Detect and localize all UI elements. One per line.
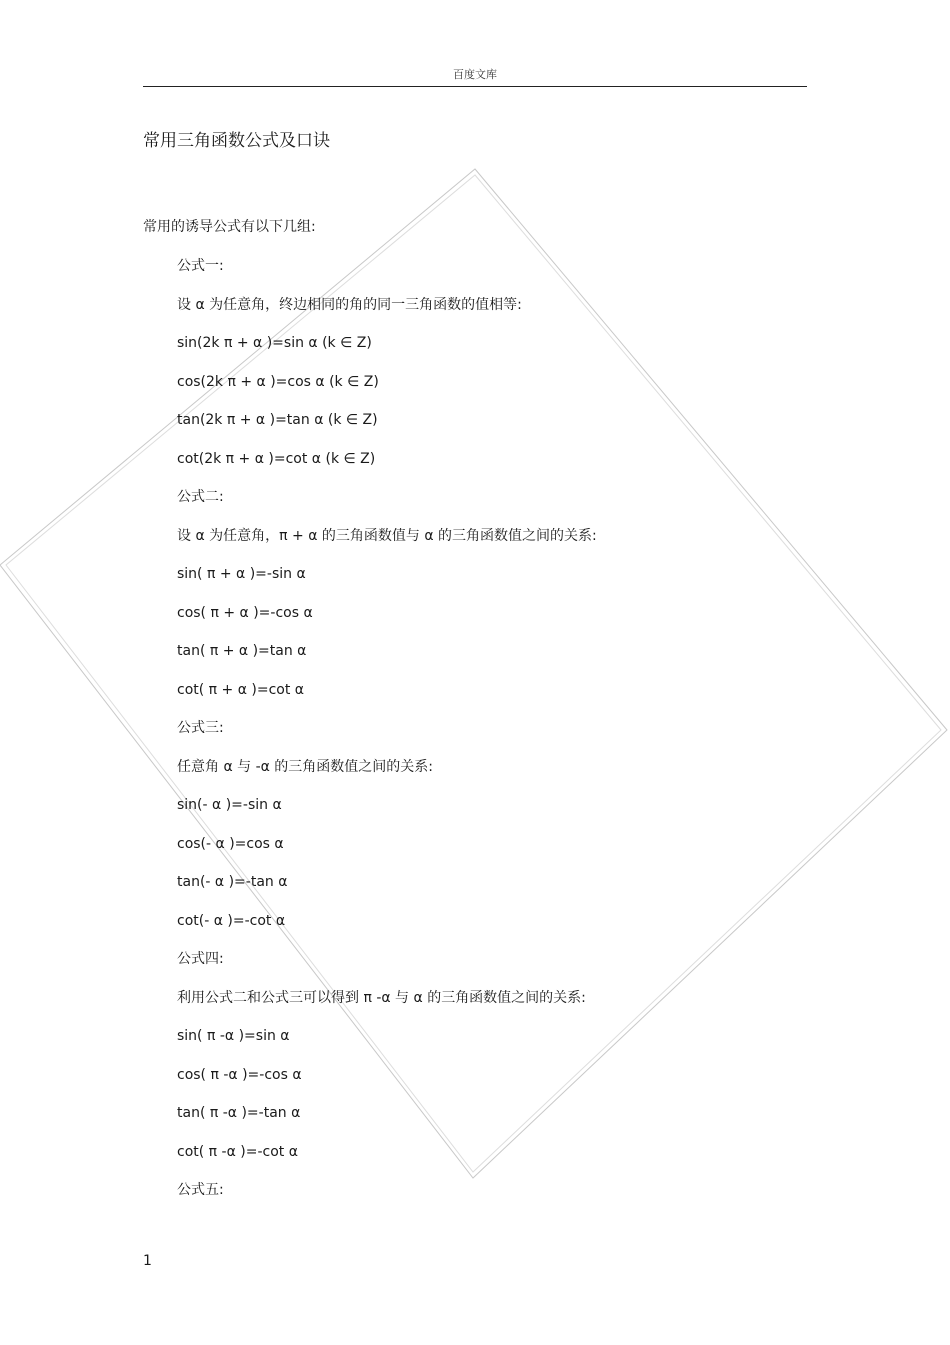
formula-line: sin( π -α )=sin α <box>177 1028 290 1044</box>
formula-line: tan(- α )=-tan α <box>177 874 288 890</box>
formula-group-heading: 公式二: <box>177 489 224 505</box>
formula-line: cot(2k π + α )=cot α (k ∈ Z) <box>177 450 376 467</box>
formula-description: 利用公式二和公式三可以得到 π -α 与 α 的三角函数值之间的关系: <box>177 989 586 1006</box>
formula-line: tan( π + α )=tan α <box>177 643 307 659</box>
formula-line: cot(- α )=-cot α <box>177 912 286 929</box>
formula-group-heading: 公式三: <box>177 720 224 736</box>
formula-description: 设 α 为任意角，终边相同的角的同一三角函数的值相等: <box>177 296 522 313</box>
formula-line: sin(- α )=-sin α <box>177 797 282 813</box>
formula-line: cot( π + α )=cot α <box>177 681 305 698</box>
formula-group-heading: 公式五: <box>177 1182 224 1198</box>
formula-line: tan(2k π + α )=tan α (k ∈ Z) <box>177 412 378 428</box>
formula-description: 任意角 α 与 -α 的三角函数值之间的关系: <box>177 758 434 775</box>
formula-group-heading: 公式四: <box>177 951 224 967</box>
document-title: 常用三角函数公式及口诀 <box>143 131 330 151</box>
page-header <box>143 66 807 87</box>
formula-list <box>177 256 797 1219</box>
formula-line: sin( π + α )=-sin α <box>177 566 306 582</box>
formula-line: cos( π -α )=-cos α <box>177 1066 302 1083</box>
formula-line: tan( π -α )=-tan α <box>177 1105 301 1121</box>
formula-line: sin(2k π + α )=sin α (k ∈ Z) <box>177 335 372 351</box>
formula-line: cos(2k π + α )=cos α (k ∈ Z) <box>177 373 379 390</box>
page-number: 1 <box>143 1253 152 1269</box>
formula-group-heading: 公式一: <box>177 258 224 274</box>
formula-line: cot( π -α )=-cot α <box>177 1143 298 1160</box>
intro-text: 常用的诱导公式有以下几组: <box>143 219 316 235</box>
formula-line: cos( π + α )=-cos α <box>177 604 313 621</box>
formula-description: 设 α 为任意角，π + α 的三角函数值与 α 的三角函数值之间的关系: <box>177 527 597 544</box>
header-site-name: 百度文库 <box>453 68 497 81</box>
formula-line: cos(- α )=cos α <box>177 835 284 852</box>
